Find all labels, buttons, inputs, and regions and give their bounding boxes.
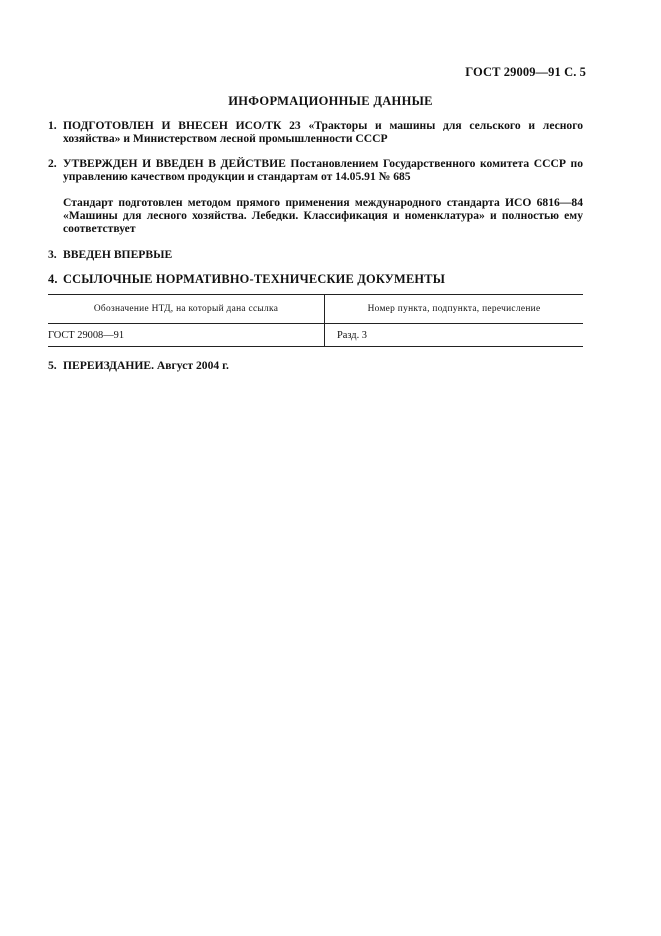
list-item-2 — [48, 157, 583, 183]
list-item-1 — [48, 119, 583, 145]
item-number: 1. — [48, 119, 57, 132]
list-item-4 — [48, 273, 583, 286]
column-header-section: Номер пункта, подпункта, перечисление — [325, 295, 584, 324]
reference-table — [48, 294, 583, 347]
item-number: 5. — [48, 359, 57, 372]
item-text: ПОДГОТОВЛЕН И ВНЕСЕН ИСО/ТК 23 «Тракторы и машины для сельского и лесного хозяйства» и Министерством лесной промышленности СССР — [63, 119, 583, 145]
section-title: ИНФОРМАЦИОННЫЕ ДАННЫЕ — [228, 94, 433, 108]
page-header: ГОСТ 29009—91 С. 5 — [465, 65, 586, 79]
item-text: ВВЕДЕН ВПЕРВЫЕ — [63, 248, 173, 261]
standard-note: Стандарт подготовлен методом прямого применения международного стандарта ИСО 6816—84 «Машины для лесного хозяйства. Лебедки. Классификация и номенклатура» и полностью ему соответствует — [63, 196, 583, 235]
item-number: 2. — [48, 157, 57, 170]
column-header-document: Обозначение НТД, на который дана ссылка — [48, 295, 325, 324]
list-item-5 — [48, 359, 583, 372]
table-cell-document: ГОСТ 29008—91 — [48, 324, 325, 347]
item-text: ССЫЛОЧНЫЕ НОРМАТИВНО-ТЕХНИЧЕСКИЕ ДОКУМЕНТЫ — [63, 272, 446, 286]
list-item-3 — [48, 248, 583, 261]
document-body — [48, 119, 583, 372]
item-text: УТВЕРЖДЕН И ВВЕДЕН В ДЕЙСТВИЕ Постановлением Государственного комитета СССР по управлению качеством продукции и стандартам от 14.05.91 № 685 — [63, 157, 583, 183]
table-row — [48, 324, 583, 347]
item-number: 3. — [48, 248, 57, 261]
item-text: ПЕРЕИЗДАНИЕ. Август 2004 г. — [63, 359, 229, 372]
table-header-row — [48, 295, 583, 324]
item-number: 4. — [48, 272, 58, 286]
table-cell-section: Разд. 3 — [337, 329, 367, 341]
